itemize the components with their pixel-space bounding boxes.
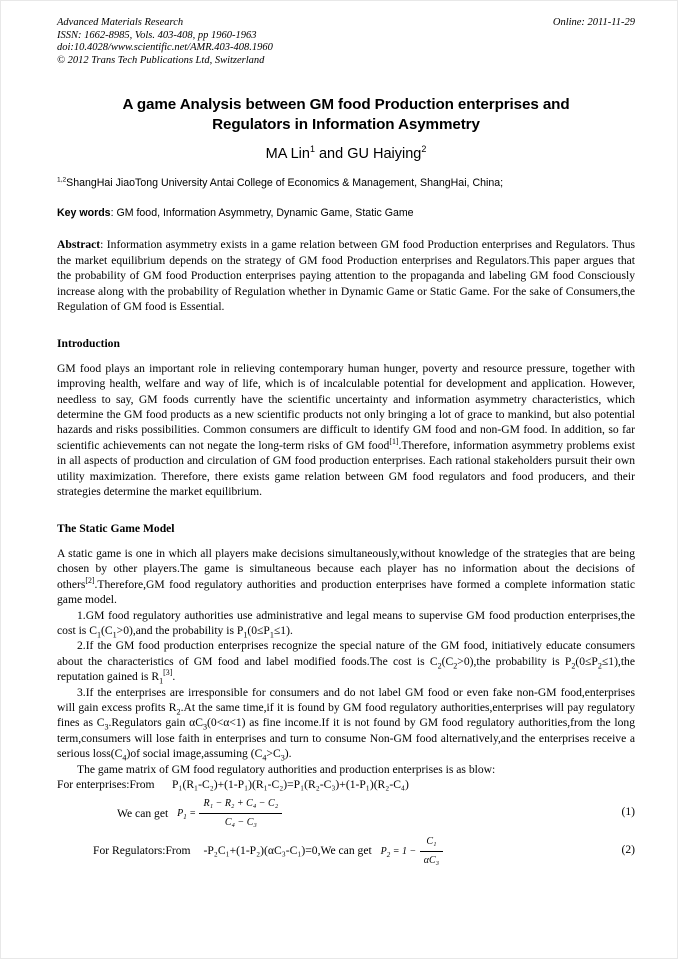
abstract-text: Information asymmetry exists in a game relation between GM food Production enterprises and Regulators. Thus the market equilibrium depends on the strategy of GM food Production enterprises and Regulators.This paper argues that the probability of GM food Production enterprises paying attention to the propaganda and labeling GM food Consciously increase along with the probability of Regulation whether in Dynamic Game or Static Game. For the sake of Consumers,the Regulation of GM food is Essential. (57, 238, 636, 313)
item3-sub-4: 4 (122, 753, 127, 763)
static-game-item-1 (57, 608, 635, 639)
keywords (57, 206, 635, 220)
equation-1-lead: We can get (117, 806, 169, 820)
item2-text-f: . (172, 670, 176, 684)
author-list (57, 145, 635, 163)
equation-1-denominator: C₄ − C₃ (224, 816, 257, 828)
equation-1-number: (1) (621, 805, 635, 819)
equation-2-lhs-sub: 2 (386, 851, 391, 860)
item3-text-e: )of social image,assuming (C (126, 747, 263, 761)
equation-1-equals: = (189, 808, 196, 820)
abstract-separator: : (100, 238, 107, 252)
section-heading-static-game: The Static Game Model (57, 522, 175, 536)
item1-text-e: ≤1). (273, 623, 293, 637)
keywords-separator: : (110, 207, 117, 220)
item2-text-d: (0≤P (575, 654, 598, 668)
equation-2-equals: = 1 − (392, 846, 417, 858)
abstract (57, 237, 635, 314)
equation-1-lhs-sub: 1 (183, 813, 187, 822)
item1-text-d: (0≤P (247, 623, 270, 637)
online-date: Online: 2011-11-29 (552, 17, 635, 28)
item1-sub-3: 1 (243, 630, 248, 640)
equation-2-expression: -P₂C₁+(1-P₂)(αC₃-C₁)=0,We can get (203, 844, 372, 858)
item1-sub-4: 1 (269, 630, 274, 640)
equation-2-lhs: P (380, 846, 387, 858)
item1-sub-1: 1 (96, 630, 102, 640)
equation-2-denominator: αC₃ (423, 854, 440, 866)
equation-2-numerator: C₁ (420, 834, 443, 851)
item3-text-f: >C (266, 747, 281, 761)
equation-1-lhs: P (177, 808, 184, 820)
equation-1-numerator: R₁ − R₂ + C₄ − C₂ (199, 796, 282, 813)
static-game-item-3 (57, 685, 635, 762)
item2-sub-2: 2 (453, 661, 458, 671)
equation-1-fraction (199, 796, 282, 830)
item2-text-e: ≤1),the reputation gained is R (57, 654, 635, 684)
equation-1-row (57, 796, 635, 830)
affiliation-marker: 1,2 (57, 176, 67, 184)
equation-2-fraction (420, 834, 443, 868)
equation-2-lead: For Regulators:From (93, 844, 191, 858)
item1-sub-2: 1 (112, 630, 117, 640)
introduction-text-b: .Therefore, information asymmetry problems exist in all aspects of production and circulation of GM food production enterprises. Each rational stakeholders pursuit their own utility maximization. Therefore, there exists game relation between GM food regulators and food producers, and their strategies determine the market equilibrium. (57, 438, 635, 499)
item2-text-a: 2.If the GM food production enterprises recognize the special nature of the GM food, initiatively educate consumers about the characteristics of GM food and label modified foods.The cost is C (57, 639, 635, 668)
static-game-paragraph (57, 546, 635, 608)
enterprises-equilibrium-line (57, 777, 635, 792)
item3-sub-2: 3 (104, 722, 109, 732)
equation-2-row (57, 834, 635, 868)
item1-text-c: >0),and the probability is P (116, 623, 244, 637)
item3-sub-1: 2 (176, 707, 181, 717)
item1-text-b: (C (101, 623, 113, 637)
citation-ref-3: [3] (163, 668, 173, 678)
page-content (57, 17, 635, 868)
static-game-item-2 (57, 638, 635, 684)
item3-text-c: .Regulators gain αC (108, 716, 203, 730)
static-game-text-a: A static game is one in which all players make decisions simultaneously,without knowledge of the strategies that are being chosen by other players.The game is simultaneous because each player has no information about the decisions of others (57, 546, 635, 591)
journal-name: Advanced Materials Research (57, 17, 184, 28)
item2-text-b: (C (441, 654, 454, 668)
copyright-line: © 2012 Trans Tech Publications Ltd, Switzerland (57, 54, 265, 66)
item1-text-a: 1.GM food regulatory authorities use administrative and legal means to supervise GM food production enterprises,the cost is C (57, 608, 635, 637)
enterprises-lead: For enterprises:From (57, 777, 155, 791)
introduction-paragraph (57, 361, 635, 500)
title-line-2: Regulators in Information Asymmetry (212, 116, 480, 134)
item3-sub-6: 3 (280, 753, 285, 763)
doi-line: doi:10.4028/www.scientific.net/AMR.403-408.1960 (57, 42, 273, 54)
author-conjunction: and (314, 146, 348, 163)
title-line-1: A game Analysis between GM food Production enterprises and (122, 96, 570, 114)
item3-sub-3: 3 (202, 722, 208, 732)
introduction-text-a: GM food plays an important role in relieving contemporary human hunger, poverty and resource pressure, together with improving health, welfare and way of life, which is of incalculable potential for development and application. However, needless to say, GM foods currently have the scientific uncertainty and information asymmetry characteristics, which determine the GM food products as a new scientific products not only bringing a lot of grace to mankind, but also potential hazards and risks possibilities. Common consumers are difficult to identify GM food and non-GM food. In addition, so far scientific achievements can not negate the long-term risks of GM food (57, 361, 635, 452)
item2-sub-3: 2 (571, 661, 576, 671)
affiliation (57, 176, 635, 190)
equation-1-formula (177, 797, 283, 831)
item2-sub-4: 2 (597, 661, 602, 671)
game-matrix-intro: The game matrix of GM food regulatory authorities and production enterprises is as blow: (77, 762, 496, 776)
page-title (57, 95, 635, 135)
author-affil-marker-2: 2 (421, 144, 427, 155)
item3-text-b: .At the same time,if it is found by GM food regulatory authorities,enterprises will pay regulatory fines as C (57, 700, 636, 730)
keywords-label: Key words (57, 207, 111, 220)
citation-ref-1: [1] (389, 436, 399, 446)
keywords-list: GM food, Information Asymmetry, Dynamic Game, Static Game (116, 207, 414, 220)
author-name-1: MA Lin (265, 146, 310, 163)
author-affil-marker-1: 1 (309, 144, 315, 155)
equation-2-number: (2) (621, 843, 635, 857)
item3-text-a: 3.If the enterprises are irresponsible for consumers and do not label GM food or even fake non-GM food,enterprises will gain excess profits R (57, 685, 635, 714)
masthead (57, 17, 635, 67)
item3-text-g: ). (284, 747, 292, 761)
enterprises-expression: P₁(R₁-C₂)+(1-P₁)(R₁-C₂)=P₁(R₂-C₃)+(1-P₁)(R₂-C₄) (171, 777, 409, 791)
item3-sub-5: 4 (262, 753, 267, 763)
citation-ref-2: [2] (85, 575, 95, 585)
item3-text-d: (0<α<1) as fine income.If it is not found by GM food regulatory authorities,from the long term,consumers will lose faith in enterprises and turn to consume Non-GM food alternatively,and the enterprises receive a serious loss(C (57, 716, 635, 761)
static-game-text-b: .Therefore,GM food regulatory authorities and production enterprises have formed a complete information static game model. (57, 577, 635, 607)
author-name-2: GU Haiying (347, 146, 422, 163)
abstract-label: Abstract (57, 238, 101, 252)
affiliation-text: ShangHai JiaoTong University Antai College of Economics & Management, ShangHai, China; (66, 177, 504, 190)
item2-sub-1: 2 (437, 661, 442, 671)
issn-line: ISSN: 1662-8985, Vols. 403-408, pp 1960-1963 (57, 29, 257, 41)
equation-2-formula (381, 835, 445, 869)
item2-sub-5: 1 (159, 676, 164, 686)
item2-text-c: >0),the probability is P (457, 654, 572, 668)
section-heading-introduction: Introduction (57, 337, 120, 351)
